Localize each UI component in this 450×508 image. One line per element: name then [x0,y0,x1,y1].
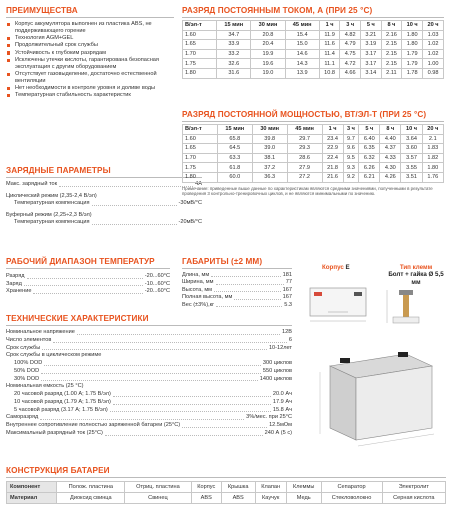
tech-label: Срок службы в циклическом режиме [6,352,102,359]
tech-label: 30% DOD [14,375,40,382]
table-cell: 3.51 [401,172,422,182]
tech-label: Максимальный разрядный ток (25°С) [6,429,103,436]
table-header-cell: 3 ч [343,125,359,135]
tech-value: 3%/мес. при 25°С [246,414,292,421]
table-header-cell: 30 мин [251,21,285,31]
tech-row [6,430,292,438]
component-cell: Крышка [221,482,255,493]
table-cell: 3.57 [401,153,422,163]
table-cell: 4.30 [380,163,401,173]
material-cell: Стекловолокно [321,493,382,504]
table-cell: 10.8 [319,68,340,78]
terminal-diagram [383,288,443,332]
table-row [183,59,444,69]
temp-value: -20...60°С [144,273,170,279]
table-cell: 6.21 [359,172,380,182]
cycle-label: Циклический режим (2,35-2,4 В/эл) [6,192,97,199]
table-row [183,163,444,173]
feature-item: Устойчивость к глубоким разрядам [6,50,174,57]
table-cell: 20.8 [251,30,285,40]
table-header-cell: 15 мин [217,21,251,31]
temp-row [6,281,170,289]
table-cell: 14.3 [285,59,319,69]
material-row [7,493,446,504]
table-cell: 14.6 [285,49,319,59]
table-cell: 15.4 [285,30,319,40]
table-cell: 1.80 [422,163,443,173]
table-row [183,49,444,59]
table-cell: 1.02 [423,40,444,50]
table-cell: 2.1 [422,134,443,144]
terminal-block [384,264,448,286]
tech-row [6,345,292,353]
table-row [183,40,444,50]
table-cell: 6.26 [359,163,380,173]
table-cell: 13.9 [285,68,319,78]
table-cell: 1.70 [183,49,217,59]
table-row [183,134,444,144]
tech-row [6,352,292,360]
table-cell: 1.80 [183,172,218,182]
table-cell: 15.0 [285,40,319,50]
tech-label: Число элементов [6,336,52,343]
table-cell: 29.3 [287,144,322,154]
temp-rows [6,273,170,296]
table-cell: 1.79 [402,59,423,69]
buffer-comp-value: -20мВ/°С [178,219,202,226]
table-header-cell: В/эл-т [183,21,217,31]
feature-item: Продолжительный срок службы [6,42,174,49]
dims-value: 167 [282,286,292,293]
feature-item: Отсутствует газовыделение, достаточно естественной вентиляции [6,71,174,84]
tech-value: 12В [282,329,292,335]
table-header-cell: 45 мин [285,21,319,31]
power-section [182,110,444,197]
tech-row [6,383,292,391]
material-cell: Каучук [255,493,286,504]
table-cell: 20.4 [251,40,285,50]
table-cell: 1.75 [183,59,217,69]
table-cell: 33.2 [217,49,251,59]
table-cell: 1.02 [423,49,444,59]
table-cell: 3.19 [360,40,381,50]
table-cell: 1.70 [183,153,218,163]
table-cell: 37.2 [252,163,287,173]
tech-row [6,337,292,345]
table-cell: 32.6 [217,59,251,69]
construction-title: КОНСТРУКЦИЯ БАТАРЕИ [6,466,446,478]
table-cell: 1.82 [422,153,443,163]
tech-row [6,329,292,337]
table-cell: 11.9 [319,30,340,40]
component-cell: Клапан [255,482,286,493]
table-cell: 4.40 [380,134,401,144]
dims-value: 5.3 [284,301,292,308]
feature-item: Корпус аккумулятора выполнен из пластика ABS, не поддерживающего горение [6,21,174,34]
tech-title: ТЕХНИЧЕСКИЕ ХАРАКТЕРИСТИКИ [6,314,292,326]
table-cell: 60.0 [217,172,252,182]
tech-label: Номинальное напряжение [6,329,75,335]
cycle-comp-label: Температурная компенсация [14,200,90,207]
table-cell: 9.6 [343,144,359,154]
table-header-cell: 30 мин [252,125,287,135]
material-cell: ABS [221,493,255,504]
table-cell: 22.4 [322,153,343,163]
table-cell: 39.8 [252,134,287,144]
tech-row [6,422,292,430]
table-cell: 19.9 [251,49,285,59]
table-header-cell: 8 ч [381,21,402,31]
table-cell: 4.26 [380,172,401,182]
tech-label: 20 часовой разряд (1.00 А; 1.75 В/эл) [14,391,111,397]
table-cell: 27.9 [287,163,322,173]
table-cell: 3.21 [360,30,381,40]
table-header-cell: 5 ч [359,125,380,135]
material-cell: ABS [191,493,221,504]
table-cell: 3.17 [360,49,381,59]
table-cell: 9.7 [343,134,359,144]
table-header-cell: 10 ч [402,21,423,31]
table-header-cell: 20 ч [422,125,443,135]
dims-rows [182,272,292,309]
dims-label: Полная высота, мм [182,294,233,301]
table-header-cell: 5 ч [360,21,381,31]
tech-label: Срок службы [6,344,41,351]
features-section [6,6,174,99]
dims-label: Длина, мм [182,272,210,278]
table-cell: 3.60 [401,144,422,154]
max-current-value: 4A [195,181,202,187]
power-title: РАЗРЯД ПОСТОЯННОЙ МОЩНОСТЬЮ, ВТ/ЭЛ-Т (ПРИ 25 °С) [182,110,444,122]
table-cell: 4.82 [340,30,361,40]
material-cell: Медь [286,493,321,504]
temp-row [6,288,170,296]
table-cell: 21.6 [322,172,343,182]
table-cell: 9.3 [343,163,359,173]
table-row [183,30,444,40]
tech-value: 10-12лет [268,344,292,351]
table-cell: 4.33 [380,153,401,163]
table-header-cell: 1 ч [322,125,343,135]
table-cell: 28.6 [287,153,322,163]
table-header-cell: 45 мин [287,125,322,135]
tech-label: Внутреннее сопротивление полностью заряженной батареи (25°С) [6,422,181,428]
table-cell: 19.0 [251,68,285,78]
table-cell: 1.83 [422,144,443,154]
cycle-comp-row [6,200,202,208]
table-header-cell: 10 ч [401,125,422,135]
feature-item: Исключены утечки кислоты, гарантирована безопасная эксплуатация с другим оборудованием [6,57,174,70]
table-cell: 11.6 [319,40,340,50]
terminal-title: Тип клемм [399,264,433,271]
table-cell: 6.35 [359,144,380,154]
dims-value: 167 [282,294,292,301]
tech-value: 20.0 Ач [272,391,292,397]
table-cell: 61.8 [217,163,252,173]
table-cell: 0.98 [423,68,444,78]
tech-row [6,391,292,399]
features-list [6,21,174,99]
table-row [183,68,444,78]
tech-label: Номинальная емкость (25 °С) [6,383,84,390]
case-label: Корпус [322,264,344,271]
feature-item: Технология AGM+GEL [6,35,174,42]
tech-value: 1400 циклов [259,375,292,382]
dims-row [182,294,292,301]
table-cell: 1.79 [402,49,423,59]
dims-value: 181 [282,272,292,278]
table-header-row [183,21,444,31]
tech-row [6,407,292,415]
table-cell: 38.1 [252,153,287,163]
tech-label: 5 часовой разряд (3.17 А; 1.75 В/эл) [14,406,108,413]
temp-label: Хранение [6,288,32,295]
tech-value: 550 циклов [262,367,292,374]
features-title: ПРЕИМУЩЕСТВА [6,6,174,18]
tech-value: 300 циклов [262,360,292,366]
temp-value: -20...60°С [144,288,170,295]
table-cell: 2.15 [381,40,402,50]
current-title: РАЗРЯД ПОСТОЯННЫМ ТОКОМ, А (ПРИ 25 °С) [182,6,444,18]
table-header-cell: 1 ч [319,21,340,31]
table-cell: 4.66 [340,68,361,78]
table-cell: 39.0 [252,144,287,154]
table-cell: 64.5 [217,144,252,154]
table-cell: 2.15 [381,59,402,69]
table-cell: 2.15 [381,49,402,59]
table-cell: 33.9 [217,40,251,50]
table-header-row [183,125,444,135]
case-label-row [322,264,350,271]
dims-label: Ширина, мм [182,279,214,286]
tech-label: Саморазряд [6,414,39,421]
table-cell: 65.8 [217,134,252,144]
tech-row [6,414,292,422]
buffer-comp-row [6,219,202,227]
table-cell: 6.32 [359,153,380,163]
material-cell: Серная кислота [382,493,445,504]
table-cell: 1.80 [402,30,423,40]
table-cell: 36.3 [252,172,287,182]
component-cell: Корпус [191,482,221,493]
material-label: Материал [7,493,57,504]
component-cell: Сепаратор [321,482,382,493]
tech-value: 12.5мОм [269,422,292,428]
dims-label: Вес (±3%),кг [182,301,215,308]
buffer-comp-label: Температурная компенсация [14,219,90,226]
table-cell: 1.75 [183,163,218,173]
construction-table [6,481,446,504]
table-cell: 34.7 [217,30,251,40]
table-cell: 1.65 [183,144,218,154]
table-cell: 4.75 [340,49,361,59]
table-cell: 2.16 [381,30,402,40]
tech-label: 50% DOD [14,367,40,374]
terminal-value: Болт + гайка Ø 5,5 мм [388,271,444,286]
cycle-row [6,193,202,201]
temp-value: -10...60°С [144,280,170,287]
dims-title: ГАБАРИТЫ (±2 ММ) [182,257,292,269]
dims-label: Высота, мм [182,286,213,293]
temp-section [6,257,170,296]
table-header-cell: 20 ч [423,21,444,31]
table-cell: 1.65 [183,40,217,50]
table-cell: 9.5 [343,153,359,163]
dims-row [182,279,292,286]
component-cell: Отриц. пластина [125,482,192,493]
buffer-label: Буферный режим (2,25÷2,3 В/эл) [6,211,92,218]
dims-section [182,257,292,309]
material-cell: Диоксид свинца [57,493,125,504]
table-cell: 3.17 [360,59,381,69]
table-cell: 4.79 [340,40,361,50]
tech-row [6,376,292,384]
table-cell: 6.40 [359,134,380,144]
dims-value: 77 [285,279,292,286]
table-cell: 23.4 [322,134,343,144]
component-label: Компонент [7,482,57,493]
power-note: Примечание: приведенные выше данные по характеристикам являются средними значениями, полученными в результате проведения 3 контрольно-тренировочных циклов, и не являются минимальными по значению. [182,185,433,197]
table-cell: 1.78 [402,68,423,78]
cycle-comp-value: -30мВ/°С [178,200,202,207]
buffer-row [6,212,202,220]
component-cell: Электролит [382,482,445,493]
table-cell: 3.14 [360,68,381,78]
table-cell: 11.4 [319,49,340,59]
tech-label: 10 часовой разряд (1.79 А; 1.75 В/эл) [14,398,111,405]
table-cell: 1.80 [402,40,423,50]
tech-value: 15.8 Ач [272,406,292,413]
table-cell: 9.2 [343,172,359,182]
table-cell: 31.6 [217,68,251,78]
component-cell: Полож. пластина [57,482,125,493]
table-header-cell: В/эл-т [183,125,218,135]
table-row [183,172,444,182]
table-header-cell: 15 мин [217,125,252,135]
dims-row [182,287,292,294]
tech-row [6,368,292,376]
table-cell: 29.7 [287,134,322,144]
dims-row [182,302,292,309]
construction-section [6,466,446,504]
table-cell: 63.3 [217,153,252,163]
power-table [182,124,444,183]
temp-title: РАБОЧИЙ ДИАПАЗОН ТЕМПЕРАТУР [6,257,170,269]
table-cell: 1.80 [183,68,217,78]
tech-row [6,360,292,368]
table-cell: 4.37 [380,144,401,154]
tech-label: 100% DOD [14,360,43,366]
dims-row [182,272,292,279]
charge-section [6,166,202,227]
table-cell: 11.1 [319,59,340,69]
temp-label: Разряд [6,273,25,279]
table-cell: 19.6 [251,59,285,69]
temp-row [6,273,170,281]
tech-rows [6,329,292,438]
material-cell: Свинец [125,493,192,504]
case-value: E [345,264,350,271]
case-top-diagram [306,282,374,326]
table-cell: 4.72 [340,59,361,69]
table-cell: 1.03 [423,30,444,40]
table-cell: 22.9 [322,144,343,154]
temp-label: Заряд [6,280,22,287]
current-section [182,6,444,79]
table-cell: 27.2 [287,172,322,182]
table-cell: 2.11 [381,68,402,78]
tech-row [6,399,292,407]
feature-item: Температурная стабильность характеристик [6,92,174,99]
table-row [183,144,444,154]
table-cell: 3.64 [401,134,422,144]
current-table [182,20,444,79]
tech-value: 17.9 Ач [272,398,292,405]
table-cell: 1.60 [183,134,218,144]
table-header-cell: 3 ч [340,21,361,31]
table-row [183,153,444,163]
table-cell: 1.00 [423,59,444,69]
table-cell: 1.60 [183,30,217,40]
max-current-row [6,181,202,189]
table-cell: 21.8 [322,163,343,173]
tech-value: 6 [288,336,292,343]
component-cell: Клеммы [286,482,321,493]
charge-title: ЗАРЯДНЫЕ ПАРАМЕТРЫ [6,166,202,178]
max-current-label: Макс. зарядный ток [6,181,58,187]
tech-section [6,314,292,438]
component-row [7,482,446,493]
feature-item: Нет необходимости в контроле уровня и доливе воды [6,85,174,92]
table-cell: 1.76 [422,172,443,182]
battery-drawing [310,348,444,452]
table-cell: 3.55 [401,163,422,173]
table-header-cell: 8 ч [380,125,401,135]
tech-value: 240 А (5 с) [264,429,292,436]
